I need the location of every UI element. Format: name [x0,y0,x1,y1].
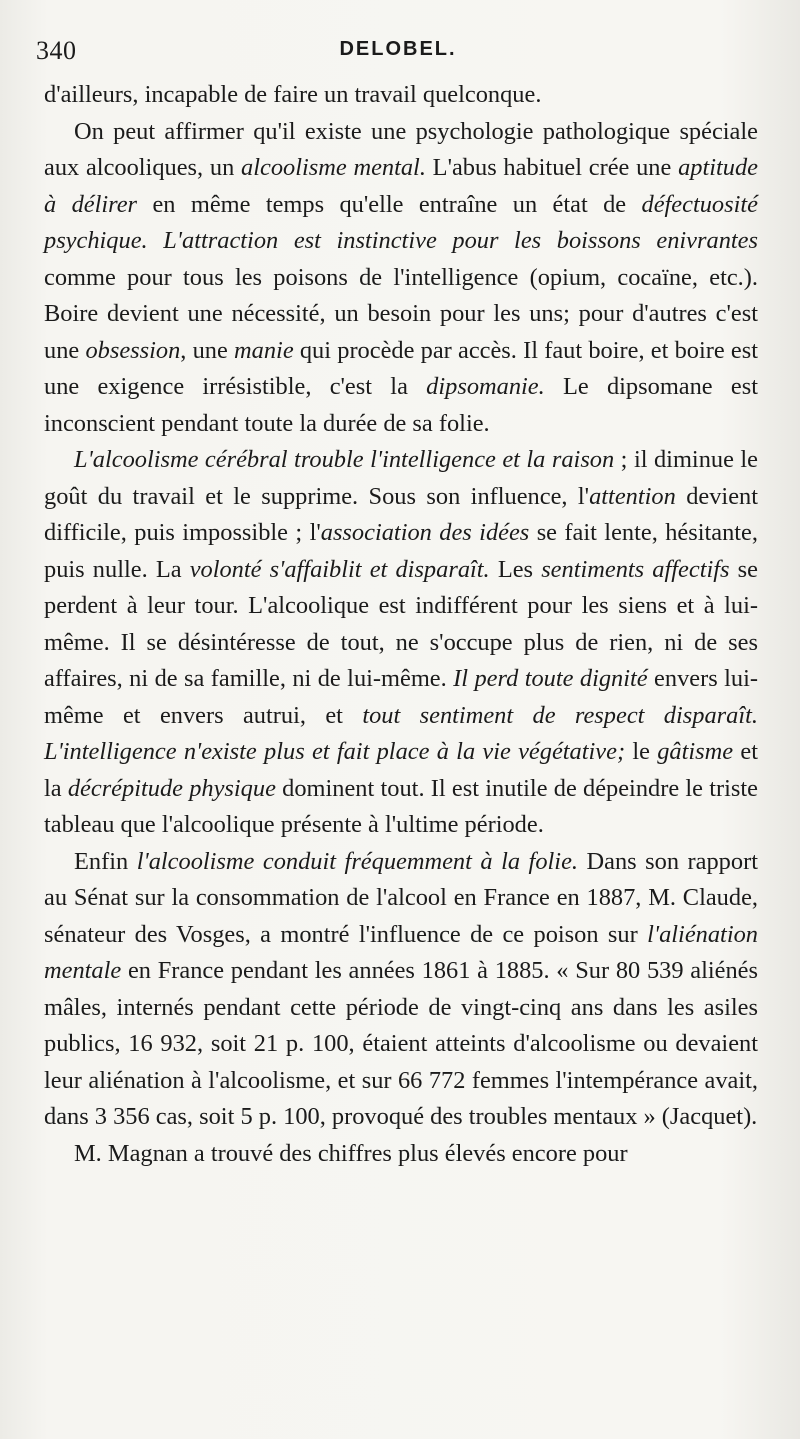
italic-text: dipsomanie. [426,373,545,400]
text-run [148,227,164,254]
italic-text: décrépitude physique [67,774,276,802]
text-run: Les [489,555,542,583]
text-run: en même temps qu'elle entraîne un état de [137,190,642,218]
page-number: 340 [36,36,77,65]
italic-text: L'attraction est instinctive pour les boissons enivrantes [163,227,758,254]
text-run: dominent tout. Il est inutile de dépeindre le triste tableau que l'alcoolique présente à l'ultime période. [44,774,758,838]
running-head: DELOBEL. [339,38,457,60]
italic-text: tout sentiment de respect disparaît. L'intelligence n'existe plus et fait place à la vie végétative; [44,701,758,765]
italic-text: attention [589,482,676,510]
text-run: et la [44,738,758,802]
text-run: , une [180,336,235,364]
italic-text: l'aliénation mentale [44,920,758,984]
text-run: se perdent à leur tour. L'alcoolique est indifférent pour les siens et à lui-même. Il se désintéresse de tout, ne s'occupe plus de rien, ni de ses affaires, ni de sa famille, ni de lui-même. [44,555,758,692]
text-run: d'ailleurs, incapable de faire un travail quelconque. [44,81,542,108]
paragraph [44,114,758,443]
italic-text: sentiments affectifs [541,555,730,583]
page-header [36,32,760,72]
italic-text: alcoolisme mental. [241,154,426,181]
text-run: Le dipsomane est inconscient pendant toute la durée de sa folie. [44,373,758,437]
text-run: Dans son rapport au Sénat sur la consommation de l'alcool en France en 1887, M. Claude, sénateur des Vosges, a montré l'influence de ce poison sur [44,847,758,948]
italic-text: Il perd toute dignité [453,665,648,692]
text-run: se fait lente, hésitante, puis nulle. La [44,519,758,583]
italic-text: manie [234,336,294,364]
italic-text: volonté s'affaiblit et disparaît. [189,555,490,583]
text-run: devient difficile, puis impossible ; l' [44,482,758,546]
italic-text: aptitude à délirer [44,154,758,218]
text-run: qui procède par accès. Il faut boire, et boire est une exigence irrésistible, c'est la [44,336,758,400]
text-run: L'abus habituel crée une [425,154,679,181]
text-run: M. Magnan a trouvé des chiffres plus élevés encore pour [74,1139,628,1167]
text-run: en France pendant les années 1861 à 1885. « Sur 80 539 aliénés mâles, internés pendant cette période de vingt-cinq ans dans les asiles publics, 16 932, soit 21 p. 100, étaient atteints d'alcoolisme ou devaient leur aliénation à l'alcoolisme, et sur 66 772 femmes l'intempérance avait, dans 3 356 cas, soit 5 p. 100, provoqué des troubles mentaux » (Jacquet). [44,957,758,1130]
paragraph [44,77,758,114]
text-run: Enfin [74,847,137,875]
italic-text: défectuosité psychique. [44,190,758,254]
text-run: On peut affirmer qu'il existe une psychologie pathologique spéciale aux alcooliques, un [44,117,758,181]
italic-text: l'alcoolisme conduit fréquemment à la folie. [136,847,579,875]
italic-text: L'alcoolisme cérébral trouble l'intelligence et la raison [74,446,615,473]
italic-text: obsession [85,336,181,364]
italic-text: association des idées [320,519,530,546]
paragraph [44,844,758,1136]
text-run: ; il diminue le goût du travail et le supprime. Sous son influence, l' [44,446,758,510]
paragraph [44,1136,758,1173]
text-run: envers lui-même et envers autrui, et [44,665,758,729]
italic-text: gâtisme [657,738,734,765]
text-run: le [625,738,658,765]
text-run: comme pour tous les poisons de l'intelligence (opium, cocaïne, etc.). Boire devient une nécessité, un besoin pour les uns; pour d'autres c'est une [44,263,758,364]
paragraph [44,442,758,844]
body-text [44,77,758,1172]
